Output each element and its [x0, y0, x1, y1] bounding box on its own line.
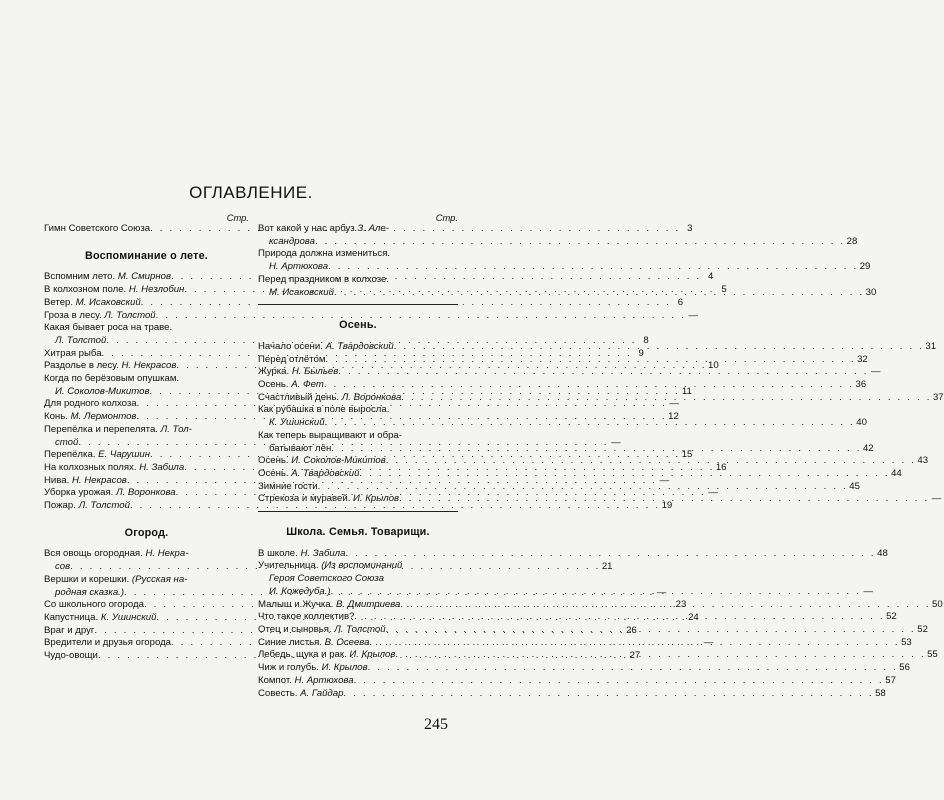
page-ref: — [659, 474, 670, 486]
dot-leader [359, 468, 889, 481]
toc-entry-text [44, 449, 150, 462]
entry-author: Н. Артюхова [269, 261, 329, 273]
toc-entry-line [44, 500, 673, 513]
page-ref: 4 [707, 271, 714, 283]
dot-leader [318, 481, 848, 494]
entry-author: М. Смирнов [117, 271, 171, 283]
entry-title: Осень. [258, 455, 289, 467]
dot-leader [331, 586, 861, 599]
toc-entry [258, 273, 877, 299]
entry-title: Уборка урожая. [44, 487, 114, 499]
entry-author: М. Исаковский [269, 286, 334, 298]
toc-entry-text [44, 574, 187, 587]
entry-title: Хитрая рыба [44, 347, 102, 359]
entry-author: (Русская на- [131, 573, 188, 585]
toc-entry-text [44, 650, 98, 663]
toc-entry-text [44, 625, 94, 638]
page-ref: 48 [877, 547, 888, 559]
dot-leader [338, 366, 868, 379]
entry-title: Со школьного огорода [44, 599, 144, 611]
entry-title: Чудо-овощи [44, 650, 98, 662]
dot-leader [324, 379, 854, 392]
entry-title: Раздолье в лесу. [44, 360, 119, 372]
page-ref: 52 [917, 623, 928, 635]
toc-entry-text [258, 430, 402, 443]
entry-title: Какая бывает роса на траве. [44, 322, 173, 334]
entry-author: В. Осеева [324, 636, 370, 648]
toc-entry-line [258, 340, 937, 354]
entry-title: Совесть. [258, 687, 298, 699]
toc-entry-line [258, 662, 910, 675]
toc-entry-text [258, 599, 400, 612]
entry-title: Нива. [44, 474, 70, 486]
toc-entry-text [258, 417, 325, 430]
entry-author: Н. Некрасов [71, 474, 127, 486]
dot-leader [386, 624, 916, 637]
toc-entry-text [258, 560, 402, 573]
entry-title: Ветер. [44, 296, 74, 308]
page-column-header: Стр. [226, 212, 249, 223]
entry-author: Н. Незлобин [128, 284, 185, 296]
toc-entry [258, 674, 896, 688]
entry-author: З. Але- [357, 223, 389, 234]
dot-leader [334, 287, 864, 300]
page-ref: 3 [687, 223, 693, 234]
toc-entry-line [258, 674, 896, 688]
entry-author: И. Соколов-Микитов [291, 455, 386, 467]
toc-entry [258, 480, 860, 494]
toc-entry-line [44, 322, 249, 335]
page-ref: 9 [638, 347, 644, 359]
page-ref: 32 [857, 353, 868, 365]
page-ref: 45 [849, 480, 860, 492]
page-column-header: Стр. [435, 212, 458, 223]
entry-title: Вот какой у нас арбуз [258, 223, 355, 234]
entry-title: Когда по берёзовым опушкам. [44, 373, 180, 385]
toc-entry-text [258, 468, 359, 481]
toc-entry [258, 340, 937, 354]
toc-entry-text [258, 675, 354, 688]
entry-title: В школе. [258, 547, 298, 559]
entry-author: И. Кожедуба.) [269, 585, 331, 597]
page-ref: 26 [626, 624, 637, 636]
entry-title: Компот. [258, 674, 292, 686]
page-ref: 19 [661, 500, 673, 512]
entry-author: сов [55, 561, 71, 573]
entry-title: Синие листья. [258, 636, 322, 648]
toc-entry-text [44, 487, 176, 500]
entry-author: родная сказка.) [55, 586, 125, 598]
section-heading: Осень. [339, 319, 377, 332]
toc-entry-line [44, 548, 249, 561]
toc-entry [258, 248, 871, 273]
entry-author: стой [55, 436, 79, 448]
toc-entry-text [258, 586, 331, 599]
toc-entry [258, 636, 912, 650]
toc-entry-text [258, 548, 345, 561]
toc-entry-text [258, 287, 334, 300]
entry-title: Пожар. [44, 500, 76, 512]
toc-entry-text [258, 624, 386, 637]
toc-entry-text [44, 637, 171, 650]
toc-entry-line [258, 286, 877, 300]
entry-author: Н. Забила [300, 547, 346, 559]
toc-entry-text [44, 500, 130, 513]
entry-author: Н. Некрасов [121, 360, 177, 372]
page-ref: 55 [927, 649, 938, 661]
entry-title: Счастливый день. [258, 391, 340, 403]
section-heading: Школа. Семья. Товарищи. [286, 526, 430, 539]
section-divider [258, 511, 458, 512]
toc-entry-text [258, 366, 338, 379]
toc-entry-text [258, 341, 394, 354]
entry-title: Для родного колхоза [44, 398, 137, 410]
entry-author: И. Крылов [321, 662, 368, 674]
section-heading: Огород. [124, 526, 169, 539]
entry-title: Малыш и Жучка. [258, 598, 334, 610]
entry-title: В колхозном поле. [44, 284, 127, 296]
entry-author: Л. Толстой [55, 334, 107, 346]
toc-entry-text [258, 379, 324, 392]
entry-author: Н. Некра- [145, 548, 189, 560]
toc-entry-text [44, 587, 124, 600]
toc-entry-text [258, 274, 389, 287]
entry-title: Перед отлётом [258, 353, 326, 365]
entry-author: А. Фет [291, 379, 324, 391]
toc-entry-line [258, 547, 888, 561]
toc-entry-text [258, 637, 369, 650]
toc-entry-text [44, 297, 141, 310]
toc-entry [44, 309, 698, 323]
toc-entry-line [258, 235, 858, 249]
toc-entry-text [44, 284, 184, 297]
section-heading: Воспоминание о лете. [84, 249, 208, 262]
entry-author: И. Соколов-Микитов [55, 385, 150, 397]
dot-leader [399, 493, 929, 506]
page-ref: — [931, 493, 942, 505]
page-ref: 12 [668, 411, 679, 423]
page-ref: 42 [862, 442, 874, 454]
page-ref: 44 [891, 467, 902, 479]
dot-leader [369, 637, 899, 650]
dot-leader [331, 443, 861, 456]
page-ref: 16 [715, 461, 727, 473]
entry-title: Гимн Советского Союза [44, 223, 151, 234]
entry-title: Чиж и голубь. [258, 662, 319, 674]
toc-entry-text [258, 392, 401, 405]
entry-author: (Из воспоминаний [321, 560, 403, 572]
toc-entry-text [258, 649, 395, 662]
dot-leader [401, 392, 931, 405]
entry-title: Враг и друг [44, 624, 95, 636]
entry-author: И. Крылов [349, 649, 396, 661]
page-ref: 30 [865, 286, 877, 298]
entry-title: батывают лён [269, 442, 332, 454]
entry-author: Н. Артюхова [294, 674, 354, 686]
toc-entry [258, 662, 910, 675]
page-ref: 29 [859, 261, 871, 273]
entry-author: М. Исаковский [75, 296, 141, 308]
dot-leader [368, 662, 898, 675]
entry-author: Л. Воронкова [341, 391, 402, 403]
entry-title: Вредители и друзья огорода [44, 637, 171, 649]
page-title: ОГЛАВЛЕНИЕ. [189, 183, 313, 202]
dot-leader [345, 548, 875, 561]
toc-entry-line [44, 296, 684, 310]
entry-author: М. Лермонтов [70, 411, 137, 423]
page-ref: 6 [677, 296, 684, 308]
entry-author: Н. Быльев [291, 366, 339, 378]
entry-author: Е. Чарушин [98, 449, 151, 461]
dot-leader [400, 599, 930, 612]
toc-entry-text [258, 354, 325, 367]
entry-author: А. Твардовский [291, 467, 360, 479]
toc-entry-text [44, 411, 136, 424]
entry-title: Начало осени. [258, 340, 323, 352]
entry-author: К. Ушинский [100, 611, 157, 623]
toc-entry-text [44, 310, 156, 323]
toc-entry-line [258, 560, 458, 573]
toc-entry-text [44, 348, 102, 361]
dot-leader [343, 688, 873, 701]
toc-entry [258, 547, 888, 561]
page-ref: 58 [875, 687, 886, 699]
entry-author: К. Ушинский [269, 417, 325, 429]
toc-entry-line [44, 309, 698, 323]
page-ref: — [688, 309, 698, 321]
toc-entry-text [258, 404, 389, 417]
toc-entry-text [258, 573, 384, 586]
dot-leader [328, 261, 858, 274]
entry-author: ксандрова [269, 235, 315, 247]
toc-entry-text [258, 236, 315, 249]
toc-entry-line [258, 585, 873, 599]
entry-author: Н. Забила [139, 461, 185, 473]
page-ref: 43 [917, 455, 929, 467]
toc-entry-text [258, 662, 368, 675]
entry-title: Лебедь, щука и рак. [258, 649, 347, 661]
page-number: 245 [424, 716, 448, 733]
page-ref: 27 [629, 650, 641, 662]
toc-entry-text [258, 223, 389, 236]
dot-leader [354, 675, 884, 688]
dot-leader [394, 341, 924, 354]
toc-entry-text [44, 223, 150, 236]
entry-title: Гроза в лесу. [44, 309, 102, 321]
toc-entry [44, 500, 673, 513]
page-ref: 57 [885, 674, 896, 686]
toc-entry-line [258, 223, 458, 236]
dot-leader [315, 236, 845, 249]
entry-title: Природа должна измениться. [258, 248, 391, 260]
page-ref: 36 [855, 379, 867, 391]
toc-entry-line [258, 573, 458, 586]
entry-title: Журка. [258, 366, 290, 378]
entry-title: Учительница. [258, 560, 319, 572]
page-ref: — [703, 637, 714, 649]
toc-entry-text [44, 599, 144, 612]
entry-author: Героя Советского Союза [269, 573, 385, 585]
toc-entry-text [44, 612, 156, 625]
page-ref: 52 [886, 611, 897, 623]
entry-author: Л. Толстой [104, 309, 156, 321]
toc-entry-line [258, 687, 886, 701]
toc-entry-text [44, 271, 171, 284]
page-ref: 5 [721, 284, 727, 296]
toc-entry-line [258, 480, 860, 494]
page-ref: 23 [675, 599, 687, 611]
page-ref: — [708, 487, 718, 499]
toc-entry-text [44, 475, 127, 488]
toc-entry-text [258, 455, 386, 468]
page-ref: 8 [643, 334, 649, 346]
entry-title: Осень. [258, 467, 289, 479]
entry-title: Вся овощь огородная. [44, 548, 143, 560]
entry-title: Зимние гости [258, 480, 318, 492]
toc-entry-line [258, 430, 458, 443]
page-ref: 37 [932, 391, 944, 403]
page-ref: 11 [681, 385, 692, 397]
toc-entry-text [44, 360, 176, 373]
entry-title: Перепёлка и перепелята. [44, 423, 158, 435]
dot-leader [325, 417, 855, 430]
toc-entry [258, 687, 886, 701]
toc-entry-line [44, 574, 249, 587]
entry-author: А. Гайдар [300, 687, 344, 699]
page-ref: 10 [708, 360, 719, 372]
entry-title: На колхозных полях. [44, 461, 137, 473]
entry-title: Перед праздником в колхозе. [258, 273, 390, 285]
toc-entry-text [258, 481, 318, 494]
toc-entry-text [44, 548, 188, 561]
page-ref: 24 [688, 611, 699, 623]
toc-entry-line [258, 404, 458, 417]
entry-author: Л. Тол- [160, 423, 192, 435]
toc-entry-text [44, 424, 192, 437]
toc-entry-text [44, 335, 106, 348]
dot-leader [354, 611, 884, 624]
page-ref: 31 [925, 340, 937, 352]
dot-leader [325, 354, 855, 367]
toc-entry-line [258, 248, 458, 261]
page-ref: 15 [681, 449, 693, 461]
page-ref: 53 [901, 636, 912, 648]
toc-entry-line [258, 261, 871, 274]
toc-entry-text [44, 462, 184, 475]
entry-title: Отец и сыновья. [258, 623, 332, 635]
toc-entry-text [44, 322, 172, 335]
toc-entry-text [44, 386, 149, 399]
section-divider [258, 304, 458, 305]
toc-entry [258, 223, 858, 248]
entry-title: Что такое коллектив? [258, 611, 355, 623]
page-ref: — [870, 366, 881, 378]
toc-entry [44, 296, 684, 310]
toc-entry-text [258, 261, 328, 274]
dot-leader [386, 455, 916, 468]
entry-title: Вспомним лето. [44, 271, 116, 283]
entry-title: Как теперь выращивают и обра- [258, 429, 402, 441]
page-ref: 28 [846, 235, 858, 247]
page-ref: 50 [932, 598, 943, 610]
toc-entry-text [44, 437, 78, 450]
entry-author: А. Твардовский [325, 340, 394, 352]
entry-author: Л. Толстой [78, 500, 130, 512]
entry-author: Л. Толстой [334, 623, 386, 635]
entry-author: И. Крылов [353, 493, 400, 505]
entry-title: Стрекоза и муравей. [258, 493, 351, 505]
toc-entry-text [258, 688, 343, 701]
entry-title: Как рубашка в поле выросла. [258, 404, 390, 416]
entry-title: Перепёлка. [44, 449, 96, 461]
toc-entry-text [258, 443, 331, 456]
toc-entry-text [44, 398, 137, 411]
toc-entry-text [44, 561, 70, 574]
toc-entry-text [44, 373, 179, 386]
page-ref: 40 [856, 417, 867, 429]
toc-entry-line [258, 636, 912, 650]
page-ref: — [863, 585, 873, 597]
page-ref: — [611, 436, 621, 448]
entry-author: В. Дмитриева [335, 598, 401, 610]
entry-title: Капустница. [44, 611, 99, 623]
page-ref: 56 [899, 662, 910, 674]
toc-entry-line [44, 373, 249, 386]
entry-title: Вершки и корешки. [44, 573, 130, 585]
page-ref: — [656, 586, 667, 598]
entry-author: Л. Воронкова [116, 487, 176, 499]
toc-entry-text [258, 493, 399, 506]
entry-title: Конь. [44, 411, 68, 423]
entry-title: Осень. [258, 379, 289, 391]
toc-entry-line [44, 424, 249, 437]
toc-entry-text [258, 611, 354, 624]
toc-entry-line [258, 274, 458, 287]
page-ref: 21 [601, 561, 613, 573]
dot-leader [395, 649, 925, 662]
page-ref: — [669, 398, 679, 410]
toc-entry-text [258, 248, 390, 261]
